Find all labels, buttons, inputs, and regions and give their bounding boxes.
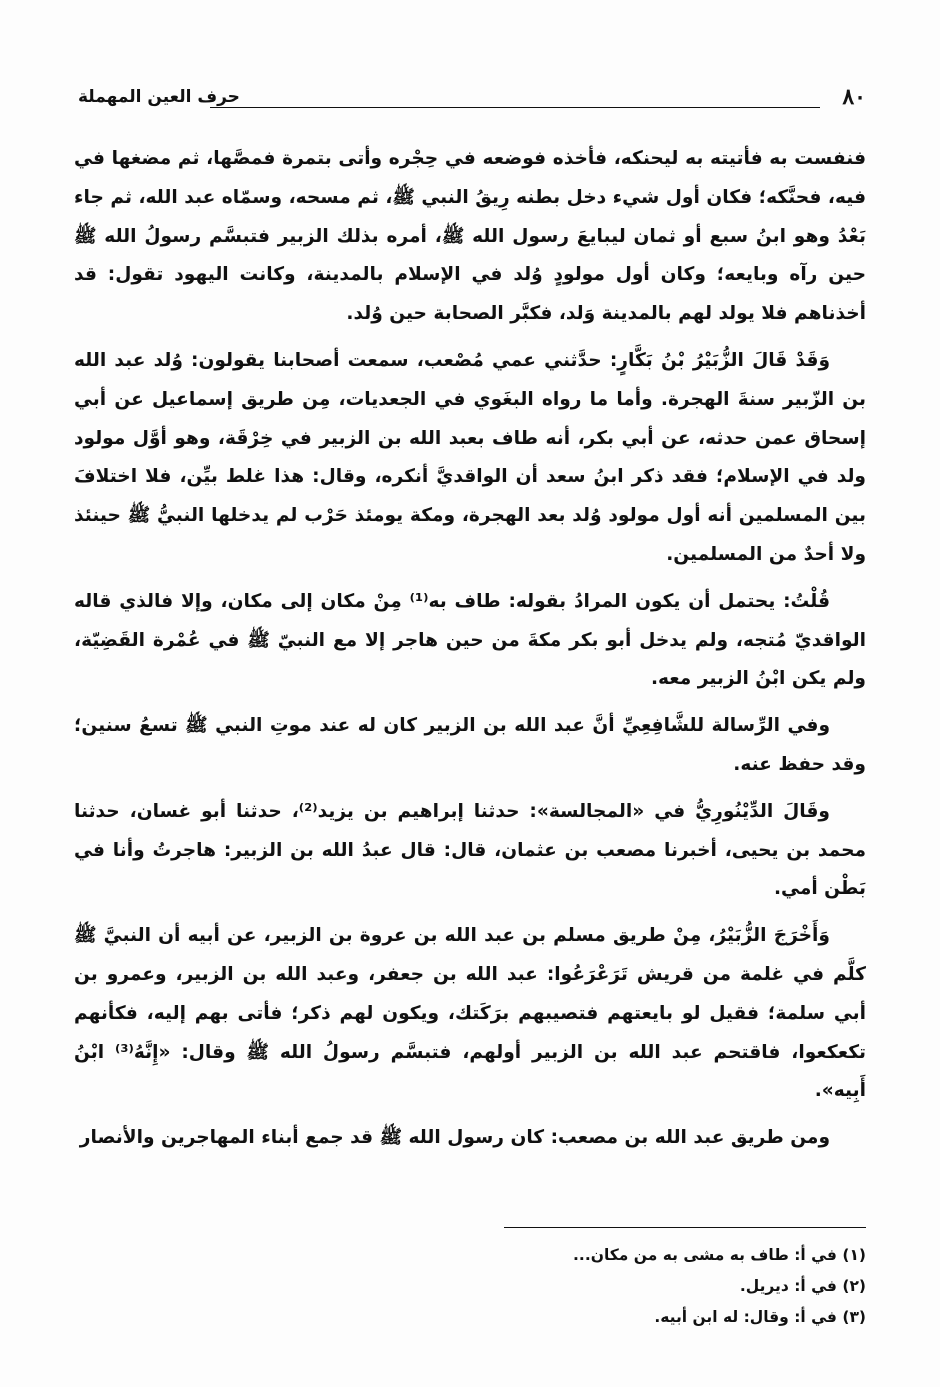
header-rule [210, 107, 820, 108]
footnote-separator [504, 1227, 866, 1228]
running-title: حرف العين المهملة [78, 87, 240, 107]
paragraph: وفي الرِّسالة للشَّافِعِيِّ أنَّ عبد الله بن الزبير كان له عند موتِ النبي ﷺ تسعُ سنين؛ وقد حفظ عنه. [74, 715, 866, 775]
footnotes [74, 1240, 866, 1333]
paragraph: ومن طريق عبد الله بن مصعب: كان رسول الله ﷺ قد جمع أبناء المهاجرين والأنصار [79, 1127, 830, 1149]
main-text [74, 140, 866, 1166]
paragraph: فنفست به فأتيته به ليحنكه، فأخذه فوضعه في حِجْره وأتى بتمرة فمصَّها، ثم مضغها في فيه، فحنَّكه؛ فكان أول شيء دخل بطنه رِيقُ النبي ﷺ، ثم مسحه، وسمّاه عبد الله، ثم جاء بَعْدُ وهو ابنُ سبع أو ثمان ليبايعَ رسول الله ﷺ، أمره بذلك الزبير فتبسَّم رسولُ الله ﷺ حين رآه وبايعه؛ وكان أول مولودٍ وُلد في الإسلام بالمدينة، وكانت اليهود تقول: قد أخذناهم فلا يولد لهم بالمدينة وَلد، فكبَّر الصحابة حين وُلد. [74, 148, 866, 325]
paragraph: وقَالَ الدِّيْنُورِيُّ في «المجالسة»: حدثنا إبراهيم بن يزيد⁽²⁾، حدثنا أبو غسان، حدثنا محمد بن يحيى، أخبرنا مصعب بن عثمان، قال: قال عبدُ الله بن الزبير: هاجرتُ وأنا في بَطْن أمي. [74, 800, 866, 900]
paragraph: قُلْتُ: يحتمل أن يكون المرادُ بقوله: طاف به⁽¹⁾ مِنْ مكان إلى مكان، وإلا فالذي قاله الواقديّ مُتجه، ولم يدخل أبو بكر مكةَ من حين هاجر إلا مع النبيّ ﷺ في عُمْرة القَضِيّة، ولم يكن ابْنُ الزبير معه. [74, 590, 866, 690]
paragraph: وَقَدْ قَالَ الزُّبَيْرُ بْنُ بَكَّارٍ: حدَّثني عمي مُصْعب، سمعت أصحابنا يقولون: وُلد عبد الله بن الزّبير سنةَ الهجرة. وأما ما رواه البغَوي في الجعديات، مِن طريق إسماعيل عن أبي إسحاق عمن حدثه، عن أبي بكر، أنه طاف بعبد الله بن الزبير في خِرْقَة، وهو أوَّل مولود ولد في الإسلام؛ فقد ذكر ابنُ سعد أن الواقديَّ أنكره، وقال: هذا غلط بيِّن، فلا اختلافَ بين المسلمين أنه أول مولود وُلد بعد الهجرة، ومكة يومئذ حَرْب لم يدخلها النبيُّ ﷺ حينئذ ولا أحدٌ من المسلمين. [74, 349, 866, 565]
page-number: ٨٠ [842, 84, 866, 110]
page-header [78, 84, 866, 116]
footnote: (٢) في أ: ديريل. [739, 1277, 866, 1295]
footnote: (٣) في أ: وقال: له ابن أبيه. [654, 1308, 866, 1326]
paragraph: وَأَخْرَجَ الزُّبَيْرُ، مِنْ طريق مسلم بن عبد الله بن عروة بن الزبير، عن أبيه أن النبيَّ ﷺ كلَّم في غلمة من قريش تَرَعْرَعُوا: عبد الله بن جعفر، وعبد الله بن الزبير، وعمرو بن أبي سلمة؛ فقيل لو بايعتهم فتصيبهم برَكَتك، ويكون لهم ذكر؛ فأتى بهم إليه، فكأنهم تكعكعوا، فاقتحم عبد الله بن الزبير أولهم، فتبسَّم رسولُ الله ﷺ وقال: «إِنَّهُ⁽³⁾ ابْنُ أَبِيه». [74, 925, 866, 1102]
footnote: (١) في أ: طاف به مشى به من مكان... [573, 1246, 866, 1264]
